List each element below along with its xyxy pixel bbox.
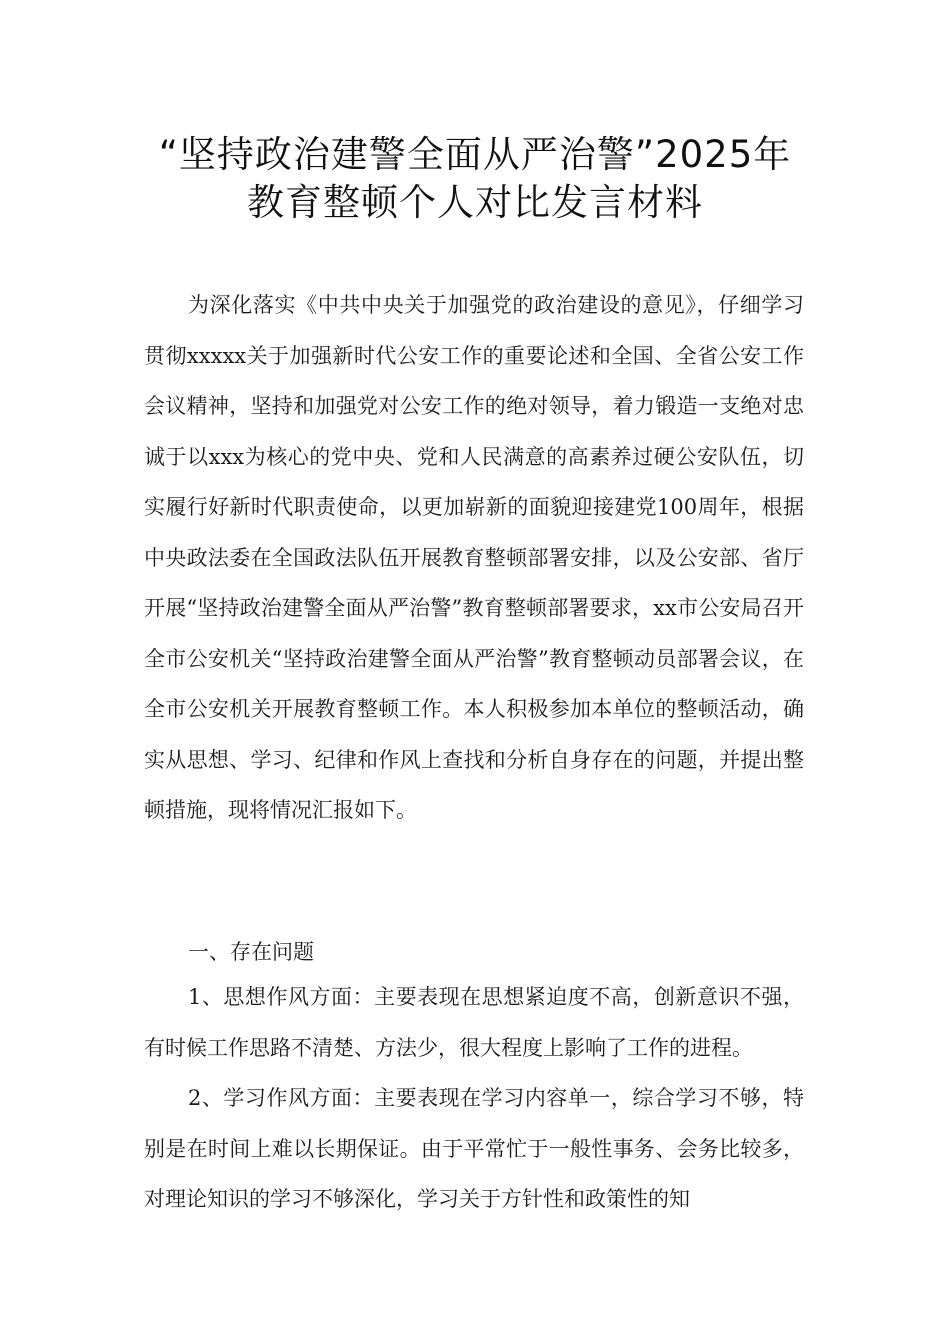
section-heading: 一、存在问题 (188, 940, 314, 964)
problem-item-1: 1、思想作风方面：主要表现在思想紧迫度不高，创新意识不强，有时候工作思路不清楚、方法少，很大程度上影响了工作的进程。 (144, 985, 804, 1060)
intro-paragraph: 为深化落实《中共中央关于加强党的政治建设的意见》，仔细学习贯彻xxxxx关于加强新时代公安工作的重要论述和全国、全省公安工作会议精神，坚持和加强党对公安工作的绝对领导，着力锻造一支绝对忠诚于以xxx为核心的党中央、党和人民满意的高素养过硬公安队伍，切实履行好新时代职责使命，以更加崭新的面貌迎接建党100周年，根据中央政法委在全国政法队伍开展教育整顿部署安排，以及公安部、省厅开展“坚持政治建警全面从严治警”教育整顿部署要求，xx市公安局召开全市公安机关“坚持政治建警全面从严治警”教育整顿动员部署会议，在全市公安机关开展教育整顿工作。本人积极参加本单位的整顿活动，确实从思想、学习、纪律和作风上查找和分析自身存在的问题，并提出整顿措施，现将情况汇报如下。 (144, 293, 804, 822)
document-title-line-2: 教育整顿个人对比发言材料 (247, 181, 703, 224)
problem-item-2: 2、学习作风方面：主要表现在学习内容单一，综合学习不够，特别是在时间上难以长期保证。由于平常忙于一般性事务、会务比较多，对理论知识的学习不够深化，学习关于方针性和政策性的知 (144, 1086, 804, 1211)
document-title-line-1: “坚持政治建警全面从严治警”2025年 (158, 133, 792, 176)
